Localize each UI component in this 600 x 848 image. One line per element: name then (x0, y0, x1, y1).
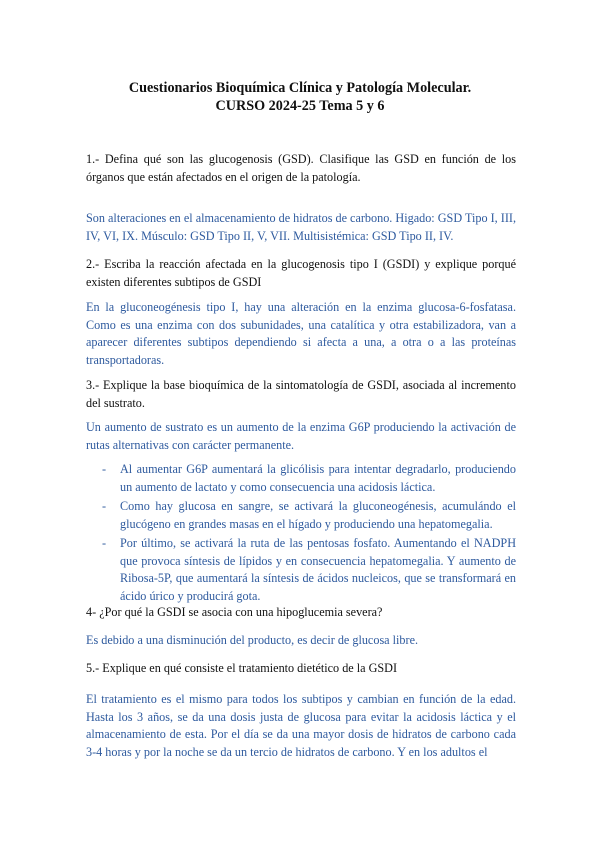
bullet-item (86, 498, 516, 533)
answer-2: En la gluconeogénesis tipo I, hay una alteración en la enzima glucosa-6-fosfatasa. Como es una enzima con dos subunidades, una catalítica y otra estabilizadora, van a aparecer diferentes subtipos dependiendo si afecta a una, a otra o a las proteínas transportadoras. (86, 300, 516, 367)
bullet-marker: - (102, 462, 107, 476)
bullet-item (86, 535, 516, 605)
question-4: 4- ¿Por qué la GSDI se asocia con una hipoglucemia severa? (86, 605, 383, 619)
answer-4: Es debido a una disminución del producto, es decir de glucosa libre. (86, 633, 419, 647)
bullet-marker: - (102, 499, 107, 513)
answer-5: El tratamiento es el mismo para todos los subtipos y cambian en función de la edad. Hasta los 3 años, se da una dosis justa de glucosa para evitar la acidosis láctica y el almacenamiento de esta. Por el día se da una mayor dosis de hidratos de carbono cada 3-4 horas y por la noche se da un tercio de hidratos de carbono. Y en los adultos el (86, 692, 516, 759)
answer-1: Son alteraciones en el almacenamiento de hidratos de carbono. Higado: GSD Tipo I, III, IV, VI, IX. Músculo: GSD Tipo II, V, VII. Multisistémica: GSD Tipo II, IV. (86, 211, 516, 243)
document-title-line2: CURSO 2024-25 Tema 5 y 6 (215, 98, 385, 114)
bullet-marker: - (102, 536, 107, 550)
answer-3-bullet-list (86, 461, 516, 607)
bullet-text: Al aumentar G6P aumentará la glicólisis para intentar degradarlo, produciendo un aumento de lactato y como consecuencia una acidosis láctica. (120, 462, 516, 494)
document-title-line1: Cuestionarios Bioquímica Clínica y Patología Molecular. (128, 80, 472, 96)
question-3: 3.- Explique la base bioquímica de la sintomatología de GSDI, asociada al incremento del sustrato. (86, 378, 516, 410)
bullet-text: Por último, se activará la ruta de las pentosas fosfato. Aumentando el NADPH que provoca síntesis de lípidos y en consecuencia hepatomegalia. Y aumento de Ribosa-5P, que aumentará la síntesis de ácidos nucleicos, que se transformará en ácido úrico y producirá gota. (120, 536, 516, 603)
bullet-item (86, 461, 516, 496)
question-2: 2.- Escriba la reacción afectada en la glucogenosis tipo I (GSDI) y explique porqué existen diferentes subtipos de GSDI (86, 257, 516, 289)
question-1: 1.- Defina qué son las glucogenosis (GSD). Clasifique las GSD en función de los órganos que están afectados en el origen de la patología. (86, 152, 516, 184)
bullet-text: Como hay glucosa en sangre, se activará la gluconeogénesis, acumulándo el glucógeno en grandes masas en el hígado y produciendo una hepatomegalia. (120, 499, 516, 531)
question-5: 5.- Explique en qué consiste el tratamiento dietético de la GSDI (86, 661, 398, 675)
answer-3: Un aumento de sustrato es un aumento de la enzima G6P produciendo la activación de rutas alternativas con carácter permanente. (86, 420, 516, 452)
